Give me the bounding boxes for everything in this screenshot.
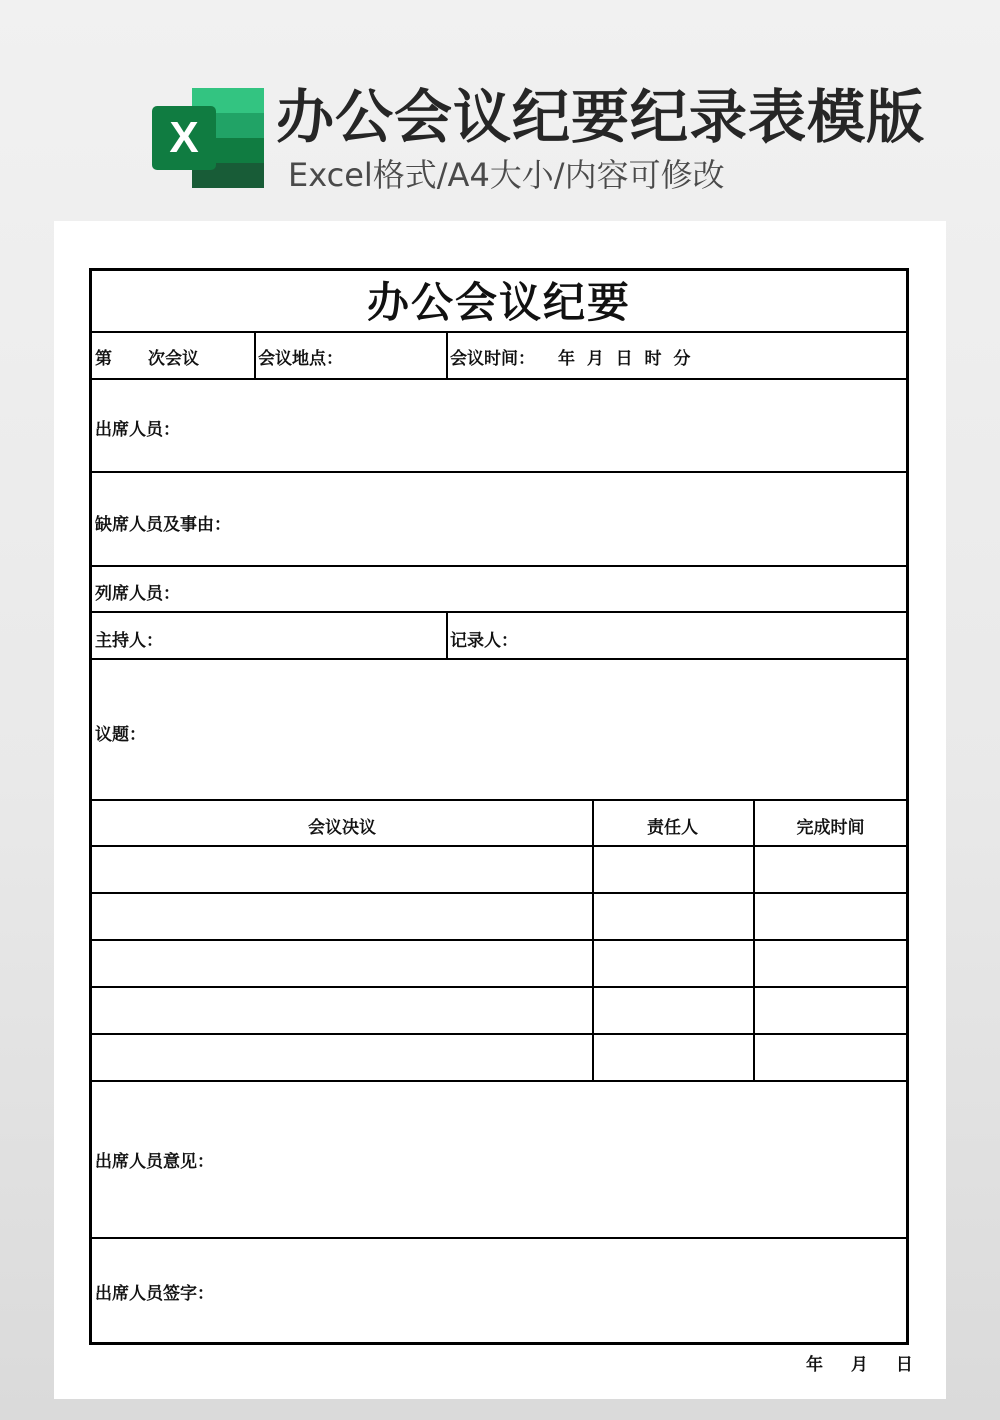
row-divider [92, 471, 906, 473]
col-divider [753, 799, 755, 1080]
table-header-responsible: 责任人 [647, 818, 698, 838]
meeting-time-label: 会议时间： [450, 349, 535, 369]
banner-title: 办公会议纪要纪录表模版 [276, 83, 926, 151]
row-divider [92, 939, 906, 941]
footer-date [806, 1350, 913, 1375]
recorder-label: 记录人： [450, 631, 518, 651]
meeting-number-prefix: 第 [95, 349, 112, 369]
meeting-number-suffix: 次会议 [148, 349, 199, 369]
row-divider [92, 611, 906, 613]
footer-day: 日 [895, 1355, 913, 1375]
row-divider [92, 1080, 906, 1082]
row-divider [92, 799, 906, 801]
table-header-resolution: 会议决议 [308, 818, 376, 838]
footer-year: 年 [806, 1355, 823, 1375]
col-divider [254, 331, 256, 378]
col-divider [446, 331, 448, 378]
excel-logo-icon [152, 88, 264, 188]
row-divider [92, 1033, 906, 1035]
row-divider [92, 845, 906, 847]
opinions-label: 出席人员意见： [95, 1152, 214, 1172]
row-divider [92, 892, 906, 894]
row-divider [92, 331, 906, 333]
row-divider [92, 986, 906, 988]
topic-label: 议题： [95, 725, 146, 745]
col-divider [592, 799, 594, 1080]
row-divider [92, 1237, 906, 1239]
observers-label: 列席人员： [95, 584, 180, 604]
footer-month: 月 [850, 1355, 868, 1375]
row-divider [92, 565, 906, 567]
meeting-location-label: 会议地点： [258, 349, 343, 369]
absent-label: 缺席人员及事由： [95, 515, 231, 535]
attendees-label: 出席人员： [95, 420, 180, 440]
banner-subtitle: Excel格式/A4大小/内容可修改 [288, 156, 725, 194]
row-divider [92, 378, 906, 380]
col-divider [446, 611, 448, 658]
meeting-time-units: 年 月 日 时 分 [558, 349, 691, 369]
meeting-minutes-form [89, 268, 909, 1345]
host-label: 主持人： [95, 631, 163, 651]
signature-label: 出席人员签字： [95, 1284, 214, 1304]
table-header-deadline: 完成时间 [796, 818, 865, 838]
form-title: 办公会议纪要 [366, 278, 631, 327]
excel-logo-letter: X [169, 113, 199, 162]
row-divider [92, 658, 906, 660]
